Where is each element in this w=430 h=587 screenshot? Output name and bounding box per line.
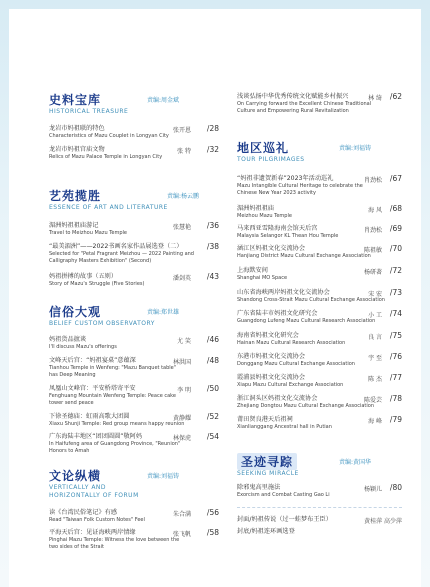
entry-title-en: Donggang Mazu Cultural Exchange Association	[237, 361, 355, 367]
section-title: 文论纵横	[49, 469, 102, 483]
entry-page: /38	[206, 242, 219, 251]
toc-page	[9, 9, 421, 587]
entry-title-en: Xiaxu Shunji Temple: Red group means happy reunion	[49, 421, 185, 427]
toc-entry[interactable]	[49, 273, 219, 288]
entry-title-en: Malaysia Selangor KL Thean Hou Temple	[237, 233, 339, 239]
entry-title-en: Exorcism and Combat Casting Gao Li	[237, 492, 330, 498]
toc-entry[interactable]	[237, 267, 402, 282]
entry-page: /70	[389, 244, 402, 253]
toc-entry[interactable]	[49, 509, 219, 524]
section-title: 圣迹寻踪	[237, 453, 297, 470]
entry-author: 张 特	[177, 148, 191, 155]
entry-page: /58	[206, 528, 219, 537]
entry-author: 张开恩	[172, 127, 191, 134]
entry-page: /56	[206, 508, 219, 517]
toc-entry[interactable]	[237, 93, 402, 114]
toc-entry[interactable]	[49, 413, 219, 428]
toc-entry[interactable]	[237, 416, 402, 431]
entry-page: /46	[206, 335, 219, 344]
toc-entry[interactable]	[49, 222, 219, 237]
entry-author: 尤 笑	[177, 338, 191, 345]
section-editor: 责编:郑世雄	[147, 309, 180, 316]
toc-entry[interactable]	[237, 245, 402, 260]
entry-title-en: Zhejiang Dongtou Mazu Cultural Exchange Association	[237, 403, 375, 409]
entry-page: /50	[206, 384, 219, 393]
entry-author: 宋 宏	[368, 291, 382, 298]
section-editor: 责编:黄国华	[339, 459, 372, 466]
entry-title-zh: “最美湄洲”——2022书画名家作品展选登（二）	[49, 243, 183, 250]
entry-page: /54	[206, 432, 219, 441]
entry-author: 张慧艳	[172, 224, 191, 231]
entry-page: /80	[389, 483, 402, 492]
entry-title-en: Story of Mazu's Struggle (Five Stories)	[49, 281, 145, 287]
entry-title-en: Xianlianggang Ancestral hall in Putian	[237, 424, 332, 430]
entry-page: /68	[389, 204, 402, 213]
entry-page: /78	[389, 394, 402, 403]
cover-note-author: 黄桂萍 高少萍	[364, 518, 402, 525]
entry-page: /77	[389, 373, 402, 382]
entry-title-zh: 浙江洞头区妈祖文化交流协会	[237, 395, 318, 402]
entry-page: /32	[206, 145, 219, 154]
entry-author: 小 工	[368, 312, 382, 319]
entry-title-en: Pinghai Mazu Temple: Witness the love between the two sides of the Strait	[49, 537, 180, 550]
entry-author: 良 言	[368, 334, 382, 341]
back-cover-note-text: 封底/妈祖连环画选登	[237, 528, 295, 535]
divider	[237, 507, 402, 508]
entry-author: 朱合满	[172, 511, 191, 518]
cover-note	[237, 516, 402, 524]
toc-entry[interactable]	[49, 385, 219, 406]
entry-title-zh: 浅谈弘扬中华优秀传统文化赋能乡村振兴	[237, 93, 349, 100]
entry-title-en: I'll discuss Mazu's offerings	[49, 344, 117, 350]
entry-title-zh: 东港市妈祖文化交流协会	[237, 353, 306, 360]
toc-entry[interactable]	[49, 357, 219, 378]
toc-entry[interactable]	[49, 336, 219, 351]
toc-entry[interactable]	[237, 225, 402, 240]
entry-title-zh: 海南省妈祖文化研究会	[237, 332, 299, 339]
entry-page: /74	[389, 309, 402, 318]
entry-page: /62	[389, 92, 402, 101]
toc-entry[interactable]	[237, 353, 402, 368]
entry-page: /48	[206, 356, 219, 365]
entry-title-zh: 妈祖货品摭谈	[49, 336, 87, 343]
section-title: 史料宝库	[49, 93, 102, 107]
entry-title-zh: 龙岩市妈祖宫庙文物	[49, 146, 105, 153]
section-title: 艺苑揽胜	[49, 189, 102, 203]
entry-title-en: Shandong Cross-Strait Mazu Cultural Exchange Association	[237, 297, 385, 303]
section-title-en: ESSENCE OF ART AND LITERATURE	[49, 204, 168, 211]
entry-title-en: Tianhou Temple in Wenfeng: "Mazu Banquet table" has Deep Meaning	[49, 365, 177, 378]
entry-page: /43	[206, 272, 219, 281]
entry-title-en: Guangdong Lufeng Mazu Cultural Research Association	[237, 318, 376, 324]
entry-title-zh: 湄洲妈祖祖庙	[237, 205, 275, 212]
toc-entry[interactable]	[237, 484, 402, 499]
entry-title-en: Travel to Meizhou Mazu Temple	[49, 230, 128, 236]
entry-title-en: Hanjiang District Mazu Cultural Exchange Association	[237, 253, 371, 259]
entry-page: /69	[389, 224, 402, 233]
entry-page: /79	[389, 415, 402, 424]
entry-author: 肖劲松	[363, 227, 382, 234]
section-title-en: VERTICALLY AND HORIZONTALLY OF FORUM	[49, 484, 139, 499]
entry-author: 陈 杰	[368, 376, 382, 383]
entry-title-en: Selected for "Petal Fragrant Meizhou — 2022 Painting and Calligraphy Masters Exhibition" (Second)	[49, 251, 194, 264]
entry-author: 陈爱芸	[363, 397, 382, 404]
entry-page: /75	[389, 331, 402, 340]
entry-title-en: Relics of Mazu Palace Temple in Longyan City	[49, 154, 163, 160]
entry-title-en: Xiapu Mazu Cultural Exchange Association	[237, 382, 344, 388]
entry-title-en: Meizhou Mazu Temple	[237, 213, 292, 219]
toc-entry[interactable]	[49, 529, 219, 550]
entry-title-en: Read "Taiwan Folk Custom Notes" Feel	[49, 517, 145, 523]
entry-page: /52	[206, 412, 219, 421]
entry-title-zh: 霞浦县妈祖文化交流协会	[237, 374, 306, 381]
section-title: 地区巡礼	[237, 141, 290, 155]
entry-title-zh: 下徐圣德庙：虹雨高歌大团圆	[49, 413, 130, 420]
section-editor: 责编:刘福铸	[147, 473, 180, 480]
section-title-en: HISTORICAL TREASURE	[49, 108, 129, 115]
entry-title-en: Mazu Intangible Cultural Heritage to celebrate the Chinese New Year 2023 activity	[237, 183, 363, 196]
section-title: 信俗大观	[49, 305, 102, 319]
entry-title-en: Hainan Mazu Cultural Research Association	[237, 340, 346, 346]
toc-entry[interactable]	[237, 332, 402, 347]
entry-author: 张飞帆	[172, 531, 191, 538]
entry-author: 林 绮	[368, 95, 382, 102]
entry-title-zh: 凤凰山文峰宫：平安桥塔寄平安	[49, 385, 136, 392]
entry-author: 海 峰	[368, 418, 382, 425]
entry-title-zh: 广东省陆丰市妈祖文化研究会	[237, 310, 318, 317]
entry-title-zh: 文峰天后宫：“妈祖宴桌”意蕴深	[49, 357, 136, 364]
entry-author: 杨颖儿	[363, 486, 382, 493]
entry-page: /36	[206, 221, 219, 230]
entry-author: 潘剑英	[172, 275, 191, 282]
entry-author: 肖劲松	[363, 177, 382, 184]
toc-entry[interactable]	[237, 374, 402, 389]
entry-page: /73	[389, 288, 402, 297]
entry-page: /76	[389, 352, 402, 361]
back-cover-note	[237, 528, 402, 536]
entry-author: 黄静耀	[172, 415, 191, 422]
entry-author: 李 明	[177, 387, 191, 394]
toc-entry[interactable]	[49, 125, 219, 140]
section-title-en: SEEKING MIRACLE	[237, 470, 299, 477]
cover-note-text: 封面/妈祖传说（过一蛙梦布王臣）	[237, 516, 332, 523]
toc-entry[interactable]	[237, 395, 402, 410]
entry-title-zh: 龙岩市妈祖联的特色	[49, 125, 105, 132]
entry-title-en: In Haifufeng area of Guangdong Province, "Reunion" Honors to Amah	[49, 441, 181, 454]
entry-title-zh: “妈祖非遗贺新春”2023年活动巡礼	[237, 175, 334, 182]
entry-title-zh: 上海默安间	[237, 267, 268, 274]
entry-title-zh: 莆田贤良港天后祖祠	[237, 416, 293, 423]
entry-title-zh: 除邪鬼高里施法	[237, 484, 281, 491]
entry-title-zh: 涵江区妈祖文化交流协会	[237, 245, 306, 252]
entry-title-zh: 山东省海峡两岸妈祖文化交流协会	[237, 289, 330, 296]
entry-page: /28	[206, 124, 219, 133]
entry-page: /72	[389, 266, 402, 275]
entry-author: 陈祖敏	[363, 247, 382, 254]
entry-page: /67	[389, 174, 402, 183]
toc-entry[interactable]	[237, 205, 402, 220]
toc-entry[interactable]	[49, 146, 219, 161]
entry-author: 林保虎	[172, 435, 191, 442]
section-editor: 责编:杨云鹏	[167, 193, 200, 200]
entry-author: 林洪国	[172, 359, 191, 366]
entry-title-zh: 平海天后宫：见证海峡两岸情缘	[49, 529, 136, 536]
entry-title-zh: 湄洲妈祖祖庙游记	[49, 222, 99, 229]
entry-author: 杨研著	[363, 269, 382, 276]
entry-title-en: On Carrying forward the Excellent Chinese Traditional Culture and Empowering Rural Revitalization	[237, 101, 372, 114]
entry-title-zh: 妈祖拼搏的故事（五则）	[49, 273, 118, 280]
entry-title-en: Shanghai MO Space	[237, 275, 288, 281]
section-title-en: BELIEF CUSTOM OBSERVATORY	[49, 320, 155, 327]
toc-entry[interactable]	[237, 289, 402, 304]
toc-entry[interactable]	[49, 433, 219, 454]
entry-title-zh: 读《台湾民俗笔记》有感	[49, 509, 118, 516]
toc-entry[interactable]	[237, 310, 402, 325]
section-editor: 责编:刘福铸	[339, 145, 372, 152]
entry-author: 海 风	[368, 207, 382, 214]
entry-title-en: Fenghuang Mountain Wenfeng Temple: Peace cake tower send peace	[49, 393, 176, 406]
entry-title-zh: 广东海陆丰地区“团团圆圆”敬阿妈	[49, 433, 143, 440]
section-editor: 责编:周金斌	[147, 97, 180, 104]
entry-title-en: Characteristics of Mazu Couplet in Longyan City	[49, 133, 169, 139]
section-title-en: TOUR PILGRIMAGES	[237, 156, 305, 163]
toc-entry[interactable]	[49, 243, 219, 264]
entry-title-zh: 马来西亚雪隆海南会馆天后宫	[237, 225, 318, 232]
toc-entry[interactable]	[237, 175, 402, 196]
entry-author: 宇 至	[368, 355, 382, 362]
